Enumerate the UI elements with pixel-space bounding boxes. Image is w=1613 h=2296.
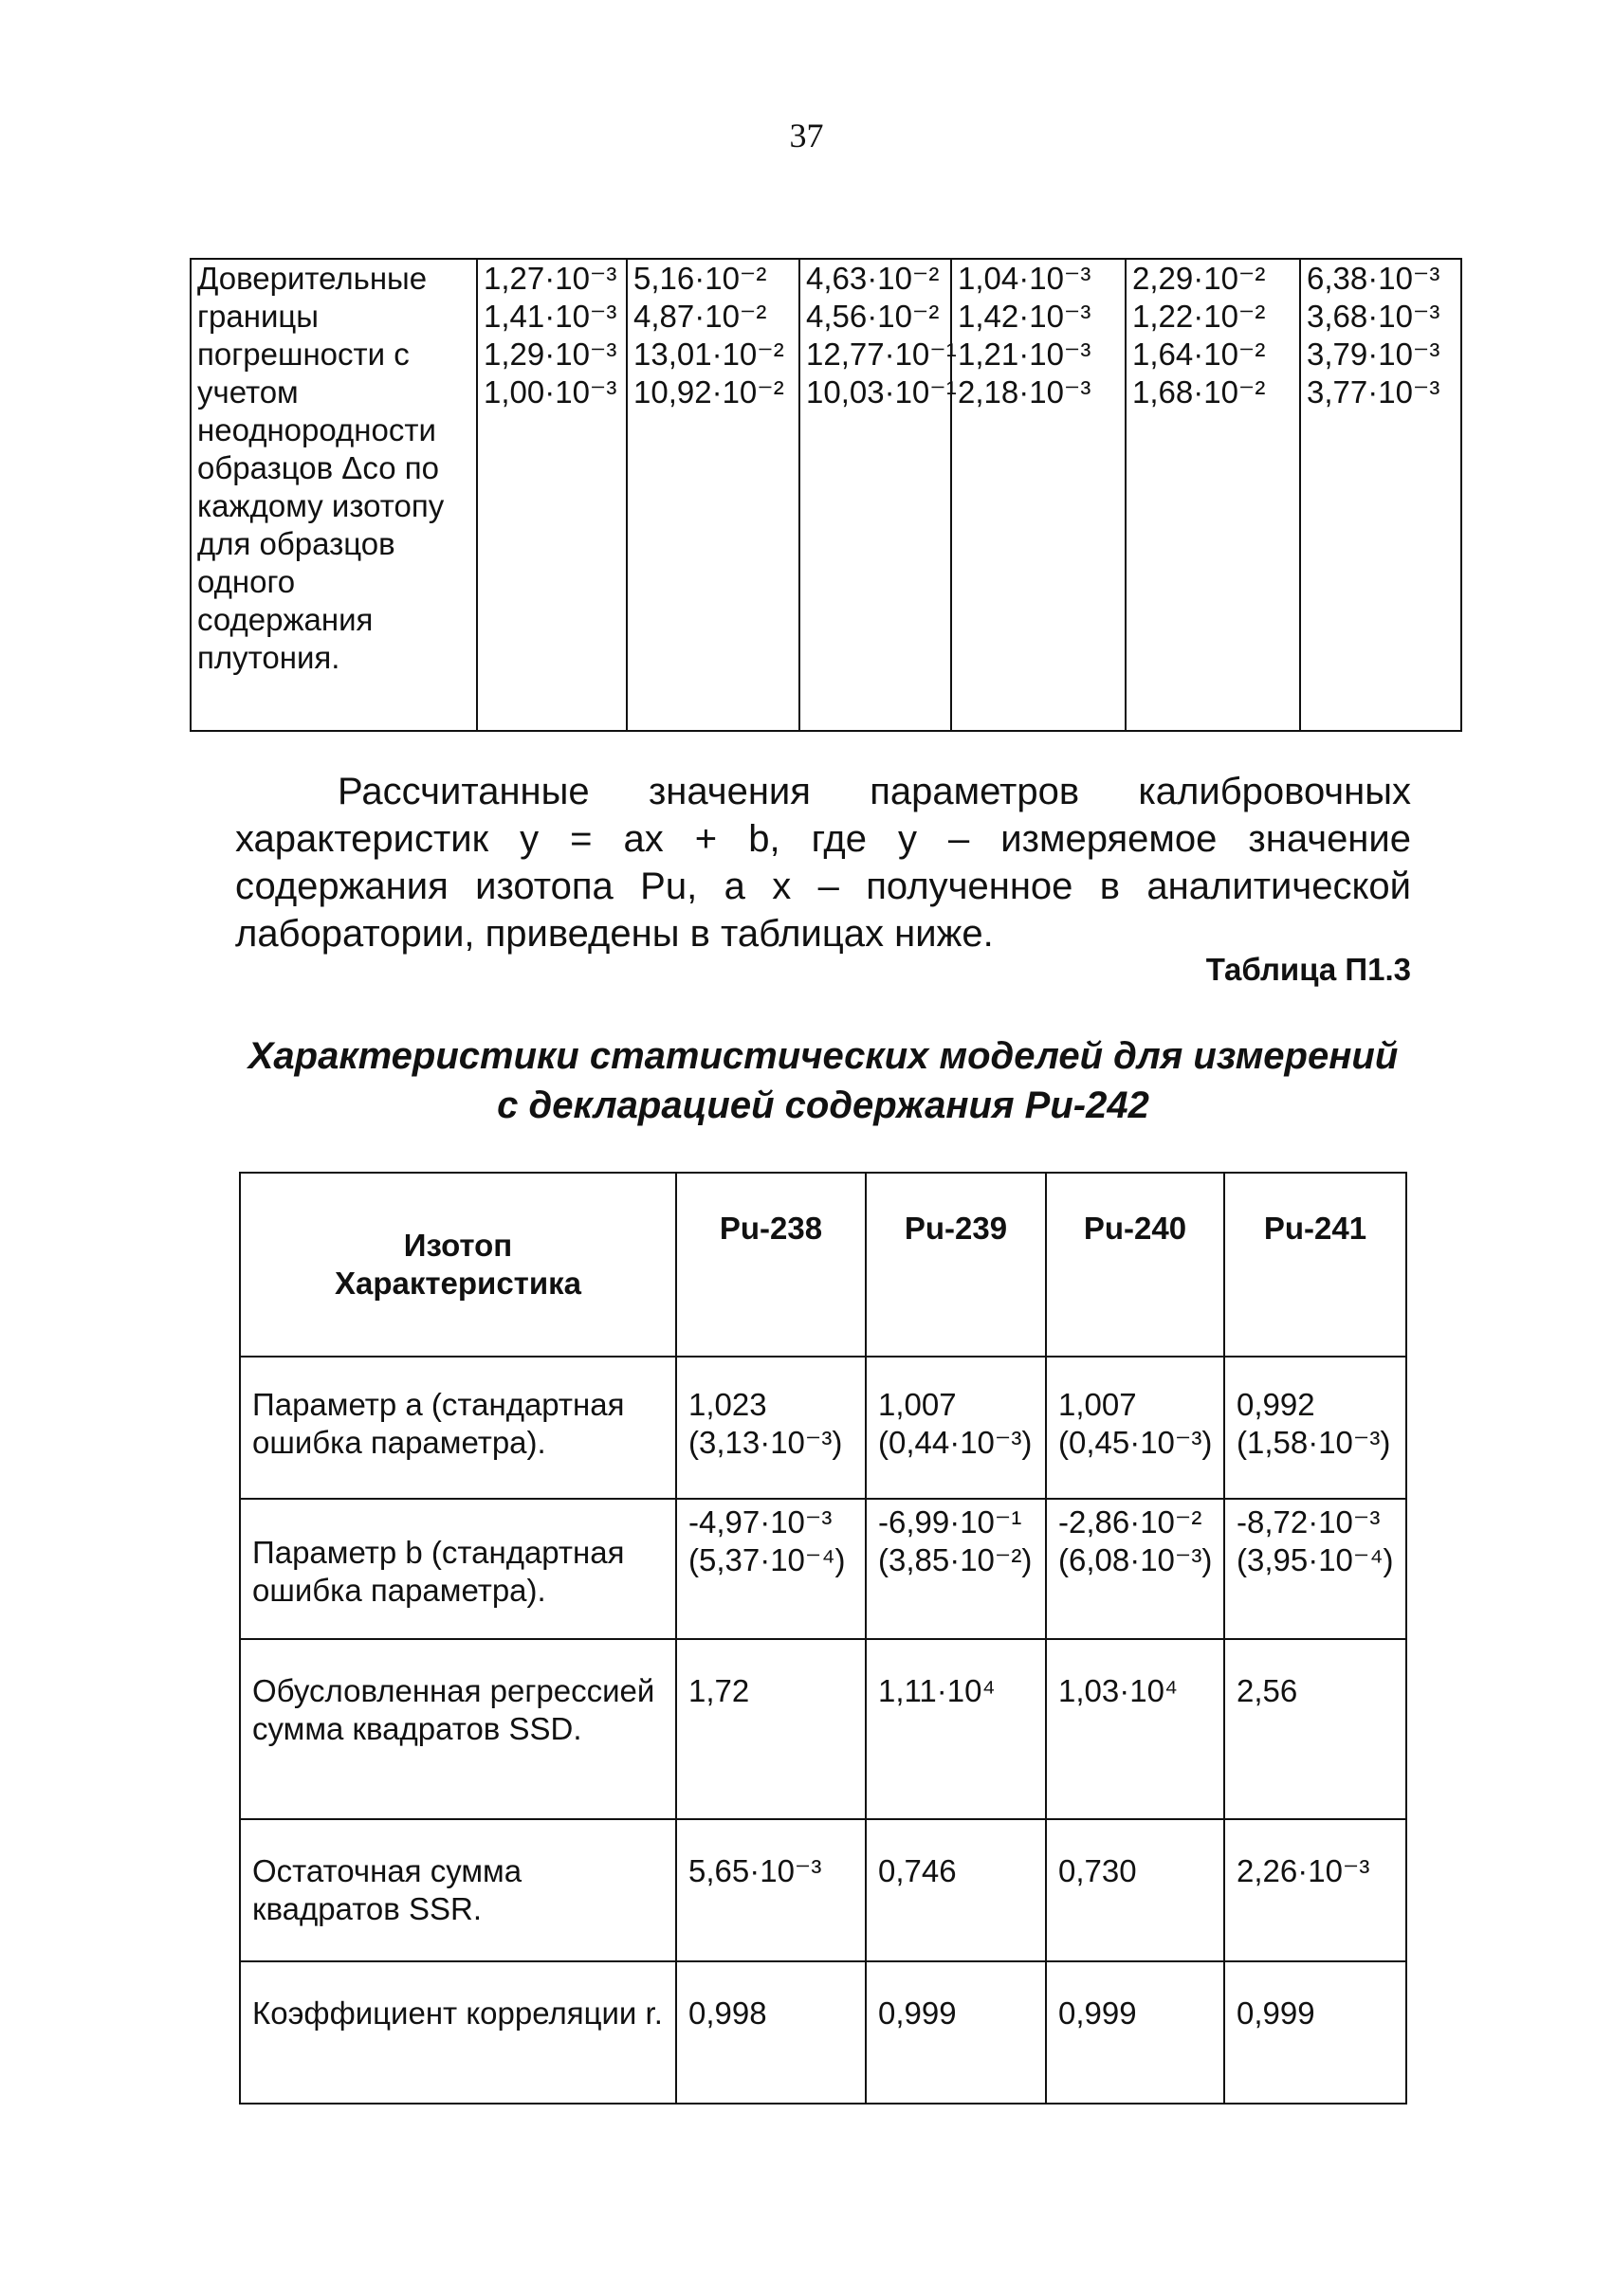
column-header: Pu-238 [676,1173,866,1357]
value-cell: 2,29·10⁻² 1,22·10⁻² 1,64·10⁻² 1,68·10⁻² [1126,259,1300,731]
column-header: Pu-239 [866,1173,1046,1357]
value-cell: 0,746 [866,1819,1046,1961]
value-cell: 0,998 [676,1961,866,2104]
value-cell: 1,023 (3,13·10⁻³) [676,1357,866,1499]
row-label: Параметр b (стандартная ошибка параметра). [240,1499,676,1639]
value-cell: 1,72 [676,1639,866,1819]
value-cell: 0,999 [866,1961,1046,2104]
value-cell: 6,38·10⁻³ 3,68·10⁻³ 3,79·10⁻³ 3,77·10⁻³ [1300,259,1461,731]
page-number: 37 [789,117,824,155]
table-header-row [240,1173,1406,1357]
value-cell: 0,999 [1224,1961,1406,2104]
table-row [240,1357,1406,1499]
table-row [191,259,1461,731]
table-row [240,1639,1406,1819]
confidence-bounds-table [190,258,1462,732]
value-cell: 1,03·10⁴ [1046,1639,1224,1819]
row-label: Доверительные границы погрешности с учетом неоднородности образцов Δсо по каждому изотопу для образцов одного содержания плутония. [191,259,477,731]
value-cell: -2,86·10⁻² (6,08·10⁻³) [1046,1499,1224,1639]
row-label: Коэффициент корреляции r. [240,1961,676,2104]
value-cell: -6,99·10⁻¹ (3,85·10⁻²) [866,1499,1046,1639]
table-row [240,1961,1406,2104]
value-cell: 1,27·10⁻³ 1,41·10⁻³ 1,29·10⁻³ 1,00·10⁻³ [477,259,627,731]
value-cell: 2,56 [1224,1639,1406,1819]
value-cell: 2,26·10⁻³ [1224,1819,1406,1961]
value-cell: -4,97·10⁻³ (5,37·10⁻⁴) [676,1499,866,1639]
value-cell: 4,63·10⁻² 4,56·10⁻² 12,77·10⁻¹ 10,03·10⁻¹ [799,259,951,731]
value-cell: 5,16·10⁻² 4,87·10⁻² 13,01·10⁻² 10,92·10⁻² [627,259,799,731]
value-cell: 1,007 (0,44·10⁻³) [866,1357,1046,1499]
value-cell: 0,730 [1046,1819,1224,1961]
table-title: Характеристики статистических моделей для измерений с декларацией содержания Pu-242 [247,1035,1399,1126]
row-label: Обусловленная регрессией сумма квадратов SSD. [240,1639,676,1819]
value-cell: 0,992 (1,58·10⁻³) [1224,1357,1406,1499]
row-label: Остаточная сумма квадратов SSR. [240,1819,676,1961]
table-row [240,1499,1406,1639]
table-caption: Таблица П1.3 [1205,952,1411,987]
value-cell: 5,65·10⁻³ [676,1819,866,1961]
table-row [240,1819,1406,1961]
header-corner-cell: Изотоп Характеристика [240,1173,676,1357]
column-header: Pu-241 [1224,1173,1406,1357]
body-paragraph: Рассчитанные значения параметров калибровочных характеристик y = ax + b, где y – измеряемое значение содержания изотопа Pu, а x – полученное в аналитической лаборатории, приведены в таблицах ниже. [235,771,1411,955]
value-cell: 1,04·10⁻³ 1,42·10⁻³ 1,21·10⁻³ 2,18·10⁻³ [951,259,1126,731]
value-cell: 0,999 [1046,1961,1224,2104]
value-cell: 1,11·10⁴ [866,1639,1046,1819]
value-cell: -8,72·10⁻³ (3,95·10⁻⁴) [1224,1499,1406,1639]
row-label: Параметр a (стандартная ошибка параметра). [240,1357,676,1499]
column-header: Pu-240 [1046,1173,1224,1357]
value-cell: 1,007 (0,45·10⁻³) [1046,1357,1224,1499]
statistical-models-table [239,1172,1407,2105]
